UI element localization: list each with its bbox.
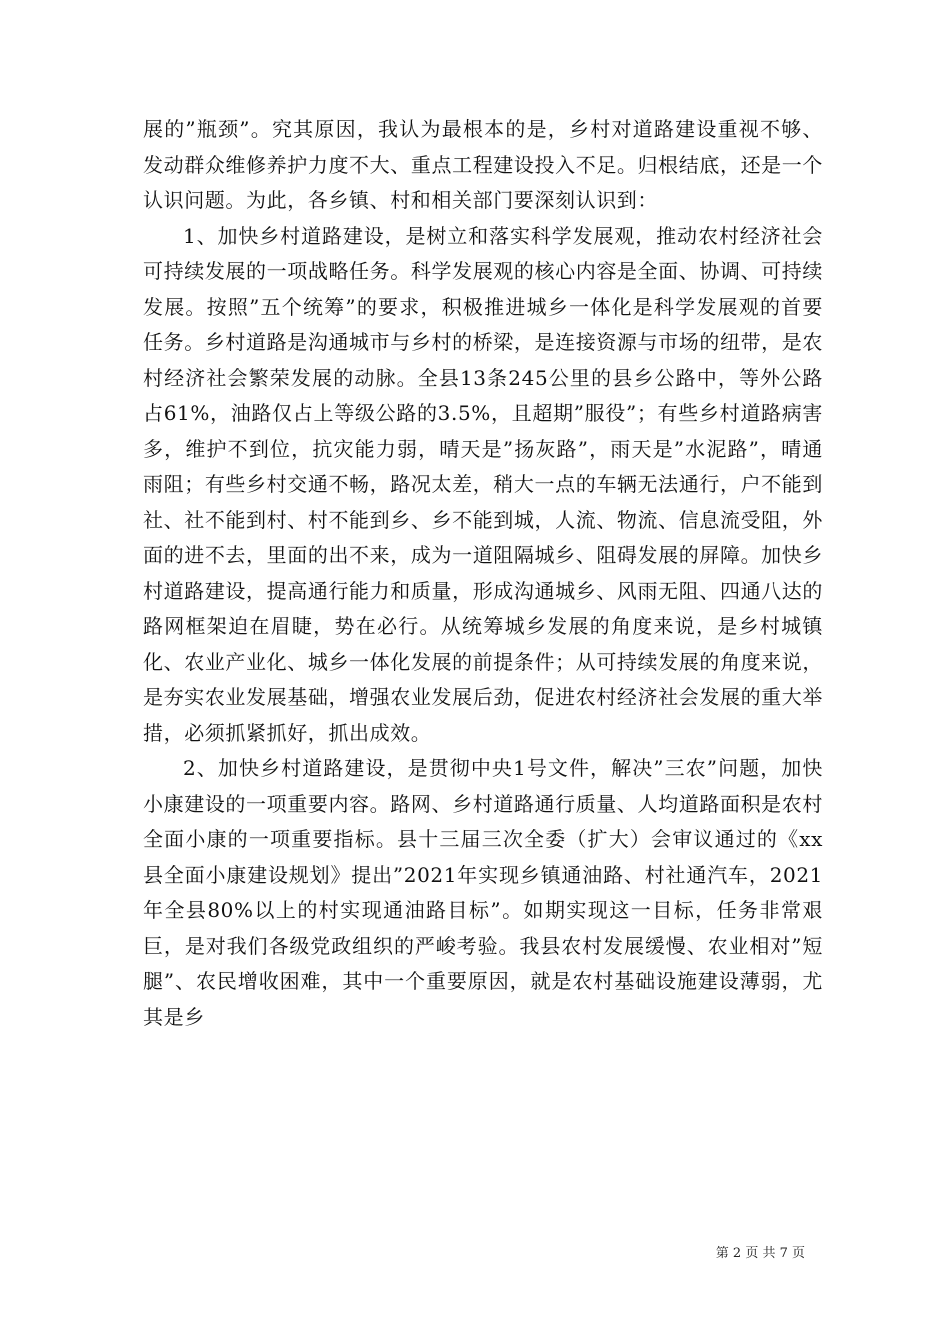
paragraph-point-1: 1、加快乡村道路建设，是树立和落实科学发展观，推动农村经济社会可持续发展的一项战略任务。科学发展观的核心内容是全面、协调、可持续发展。按照”五个统筹”的要求，积极推进城乡一体化是科学发展观的首要任务。乡村道路是沟通城市与乡村的桥梁，是连接资源与市场的纽带，是农村经济社会繁荣发展的动脉。全县13条245公里的县乡公路中，等外公路占61%，油路仅占上等级公路的3.5%，且超期”服役”；有些乡村道路病害多，维护不到位，抗灾能力弱，晴天是”扬灰路”，雨天是”水泥路”，晴通雨阻；有些乡村交通不畅，路况太差，稍大一点的车辆无法通行，户不能到社、社不能到村、村不能到乡、乡不能到城，人流、物流、信息流受阻，外面的进不去，里面的出不来，成为一道阻隔城乡、阻碍发展的屏障。加快乡村道路建设，提高通行能力和质量，形成沟通城乡、风雨无阻、四通八达的路网框架迫在眉睫，势在必行。从统筹城乡发展的角度来说，是乡村城镇化、农业产业化、城乡一体化发展的前提条件；从可持续发展的角度来说，是夯实农业发展基础，增强农业发展后劲，促进农村经济社会发展的重大举措，必须抓紧抓好，抓出成效。 xyxy=(143,223,823,745)
paragraph-point-2: 2、加快乡村道路建设，是贯彻中央1号文件，解决”三农”问题，加快小康建设的一项重要内容。路网、乡村道路通行质量、人均道路面积是农村全面小康的一项重要指标。县十三届三次全委（扩大）会审议通过的《xx县全面小康建设规划》提出”2021年实现乡镇通油路、村社通汽车，2021年全县80%以上的村实现通油路目标”。如期实现这一目标，任务非常艰巨，是对我们各级党政组织的严峻考验。我县农村发展缓慢、农业相对”短腿”、农民增收困难，其中一个重要原因，就是农村基础设施建设薄弱，尤其是乡 xyxy=(143,756,823,1029)
page-number: 第 2 页 共 7 页 xyxy=(715,1246,805,1261)
document-body xyxy=(143,112,823,1035)
paragraph-continuation: 展的”瓶颈”。究其原因，我认为最根本的是，乡村对道路建设重视不够、发动群众维修养护力度不大、重点工程建设投入不足。归根结底，还是一个认识问题。为此，各乡镇、村和相关部门要深刻认识到： xyxy=(143,117,823,212)
